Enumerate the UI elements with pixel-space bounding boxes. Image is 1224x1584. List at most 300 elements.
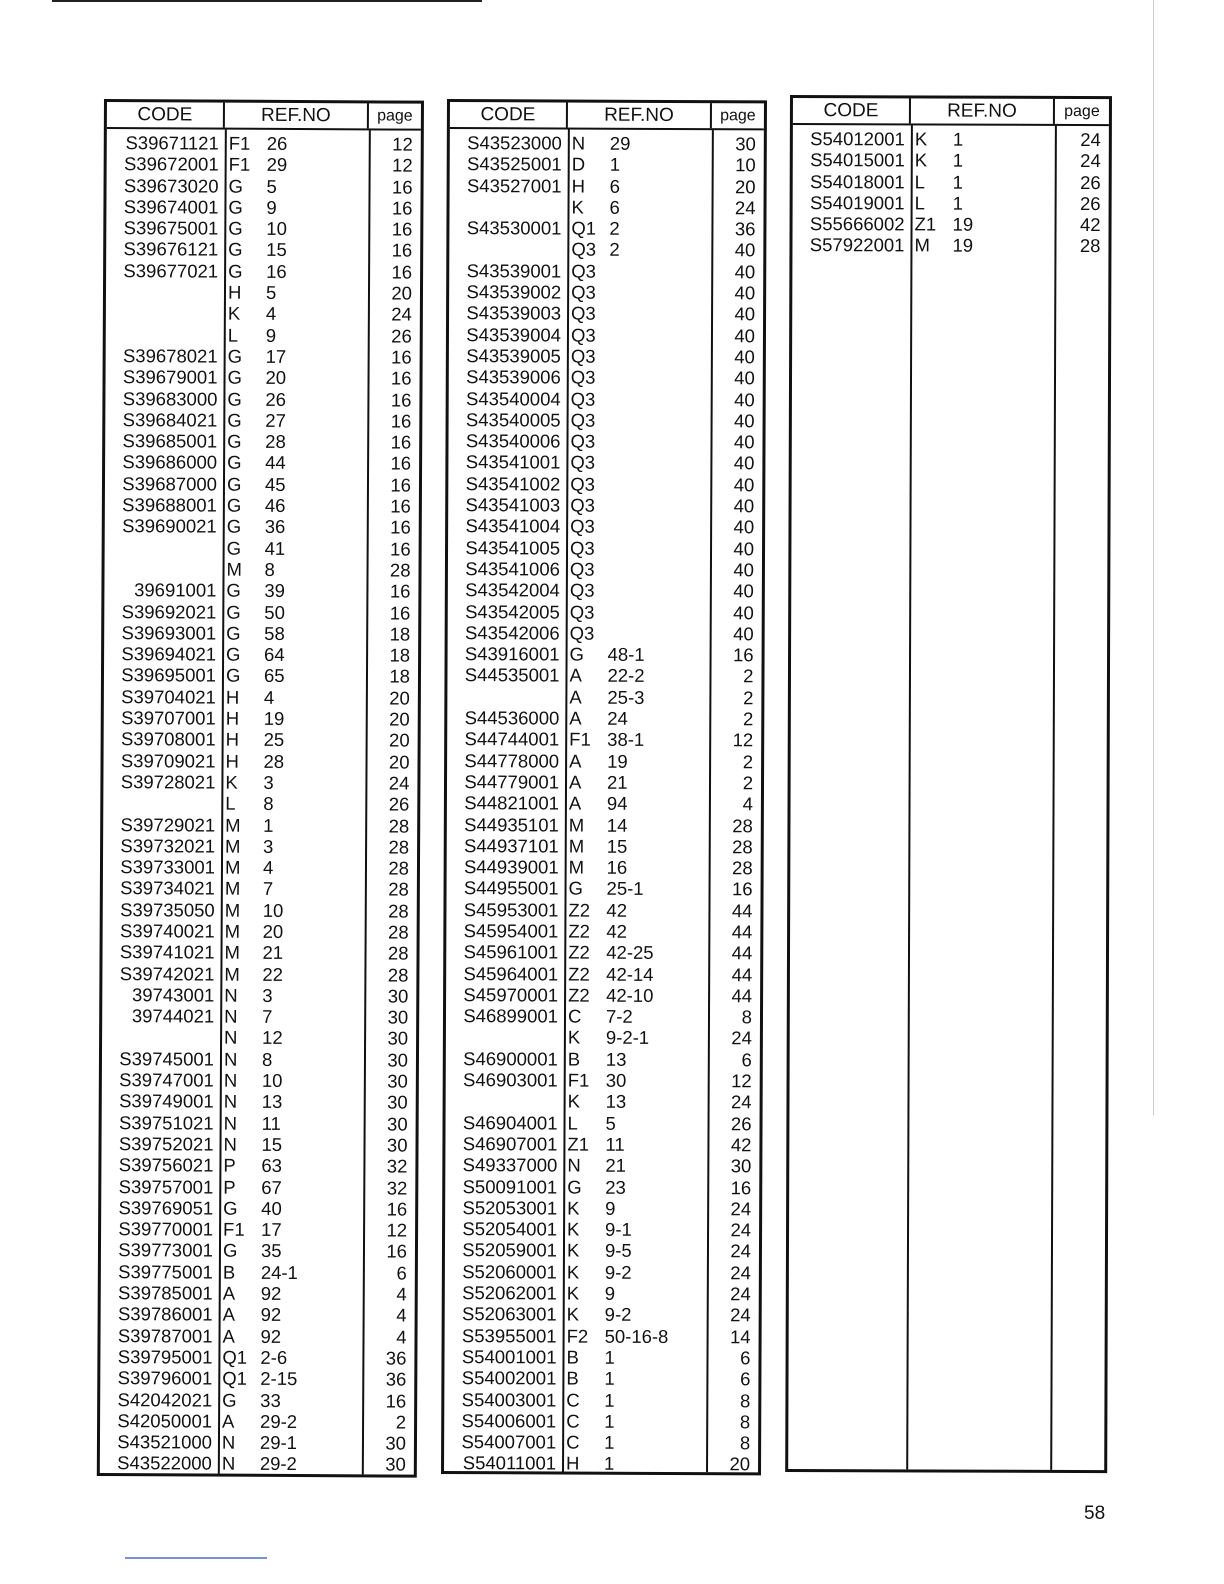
page-cell: 40 [733, 431, 755, 453]
ref-number-cell [604, 623, 710, 645]
ref-number-cell: 13 [605, 1091, 627, 1113]
table-row [444, 1410, 758, 1433]
page-cell: 40 [733, 495, 755, 517]
table-header [107, 102, 421, 131]
ref-number-cell: 4 [265, 303, 277, 325]
code-cell: S39757001 [118, 1175, 214, 1198]
code-cell: S39684021 [122, 408, 218, 431]
code-cell: S39742021 [119, 962, 215, 985]
code-cell: S43521000 [117, 1431, 213, 1453]
ref-number-cell [605, 303, 711, 325]
page-cell: 36 [385, 1368, 407, 1390]
table-row [103, 792, 417, 815]
code-cell: S43542005 [465, 600, 560, 623]
table-row [449, 409, 763, 432]
code-cell: S43530001 [466, 217, 562, 239]
section-cell: G [226, 515, 242, 538]
page-cell: 2 [743, 665, 754, 687]
page-cell: 42 [1079, 214, 1101, 236]
table-row [448, 558, 762, 581]
table-row [101, 1239, 415, 1262]
page-cell: 2 [743, 687, 754, 709]
code-cell: S46904001 [462, 1111, 558, 1134]
ref-number-cell: 92 [260, 1304, 282, 1326]
table-row [102, 1069, 416, 1092]
section-cell: Q3 [571, 239, 597, 261]
table-row [101, 1303, 415, 1326]
code-cell: S43525001 [467, 153, 562, 175]
table-row [448, 622, 762, 645]
table-row [104, 558, 418, 581]
section-cell: Q3 [570, 388, 596, 410]
page-number: 58 [1084, 1503, 1106, 1524]
table-row [100, 1367, 414, 1390]
section-cell: G [228, 217, 243, 239]
page-cell: 16 [386, 1240, 408, 1263]
page-cell: 20 [729, 1453, 751, 1475]
page-cell: 16 [389, 580, 411, 602]
table-row [104, 643, 418, 666]
ref-number-cell: 1 [604, 1410, 615, 1432]
page-cell: 44 [731, 942, 753, 964]
page-cell: 24 [734, 197, 756, 219]
ref-number-cell: 8 [261, 1048, 273, 1070]
page-cell: 24 [1080, 129, 1101, 151]
table-row [447, 814, 761, 837]
page-cell: 40 [734, 346, 755, 368]
section-cell: A [568, 771, 582, 793]
code-cell: S44536000 [464, 707, 560, 729]
section-cell: Q3 [569, 601, 595, 623]
code-cell: S39692021 [121, 600, 217, 623]
ref-number-cell: 26 [266, 132, 288, 154]
table-row [103, 899, 417, 922]
page-cell: 40 [733, 623, 754, 645]
page-cell: 14 [729, 1325, 751, 1347]
ref-number-cell: 8 [264, 558, 275, 580]
table-row [793, 192, 1109, 214]
section-cell: Q1 [222, 1367, 248, 1389]
page-cell: 12 [392, 154, 413, 176]
ref-number-cell: 42 [606, 899, 628, 921]
ref-number-cell: 24-1 [260, 1261, 298, 1283]
ref-number-cell: 20 [265, 367, 287, 389]
table-row [446, 1048, 760, 1071]
section-cell: Z2 [568, 963, 590, 985]
section-cell: A [569, 750, 582, 772]
section-cell: F1 [567, 1069, 590, 1091]
ref-number-cell: 1 [604, 1367, 615, 1389]
ref-number-cell: 9-2 [604, 1304, 632, 1326]
section-cell: N [223, 1091, 238, 1113]
section-cell: H [225, 707, 240, 729]
table-row [792, 234, 1108, 256]
page-cell: 24 [1080, 150, 1101, 172]
ref-number-cell: 29-2 [259, 1453, 297, 1475]
code-cell: S43539003 [466, 302, 562, 324]
code-cell: S43540005 [465, 408, 561, 431]
page-cell: 16 [385, 1390, 407, 1412]
ref-number-cell: 1 [263, 814, 274, 836]
code-cell: S39673020 [123, 174, 219, 197]
code-cell: S43539004 [466, 323, 562, 346]
page-cell: 40 [734, 367, 755, 389]
page-cell: 30 [735, 133, 756, 155]
table-row [102, 1005, 416, 1028]
code-cell: S54007001 [461, 1431, 557, 1453]
ref-number-cell: 14 [606, 814, 628, 836]
table-row [448, 537, 762, 560]
code-cell: S39678021 [122, 345, 218, 367]
section-cell: Q3 [570, 430, 596, 452]
section-cell: Q3 [570, 473, 596, 495]
section-cell: K [567, 1197, 580, 1219]
page-cell: 32 [386, 1155, 408, 1177]
ref-number-cell: 29 [609, 132, 631, 154]
page-cell: 16 [390, 367, 412, 389]
table-row [793, 128, 1109, 150]
section-cell: G [226, 579, 241, 601]
code-cell: S39693001 [121, 621, 217, 644]
ref-number-cell: 33 [260, 1389, 281, 1411]
ref-number-cell: 42-25 [606, 941, 654, 964]
section-cell: A [569, 686, 582, 708]
table-row [444, 1389, 758, 1412]
page-cell: 40 [733, 580, 754, 602]
section-cell: M [226, 558, 243, 580]
section-cell: F1 [223, 1218, 245, 1240]
table-row [793, 171, 1109, 193]
page-cell: 16 [391, 197, 413, 219]
code-cell: S44935101 [464, 813, 559, 835]
table-row [106, 217, 420, 240]
code-cell: S39685001 [122, 430, 218, 452]
ref-number-cell: 94 [606, 792, 628, 814]
page-cell: 4 [396, 1304, 407, 1326]
page-cell: 24 [731, 1091, 752, 1113]
section-cell: N [224, 1005, 238, 1027]
ref-number-cell: 22-2 [607, 665, 645, 687]
page-cell: 16 [390, 389, 412, 411]
page-cell: 18 [389, 623, 411, 645]
section-cell: G [568, 877, 583, 899]
code-cell [447, 686, 565, 708]
code-cell: S54018001 [810, 170, 905, 192]
page-cell: 40 [733, 452, 755, 474]
code-cell: S46903001 [463, 1069, 558, 1091]
code-cell [449, 196, 567, 218]
table-row [448, 515, 762, 538]
page-cell: 16 [391, 239, 413, 262]
table-row [102, 1112, 416, 1135]
page-cell: 28 [388, 815, 410, 837]
page-cell: 24 [730, 1283, 751, 1305]
code-cell [446, 1026, 564, 1048]
ref-number-cell: 16 [606, 856, 628, 878]
code-cell: S52053001 [462, 1196, 558, 1219]
table-row [104, 728, 418, 751]
page-cell: 36 [734, 218, 756, 240]
table-body [788, 125, 1109, 1470]
table-row [445, 1112, 759, 1135]
section-cell: G [228, 196, 243, 218]
page-cell: 16 [390, 431, 412, 453]
page-cell: 24 [731, 1027, 752, 1049]
code-cell: S52062001 [462, 1282, 557, 1304]
bottom-rule [125, 1557, 267, 1559]
page-cell: 24 [730, 1198, 752, 1220]
header-ref-no: REF.NO [568, 103, 712, 129]
ref-number-cell: 10 [261, 1069, 283, 1092]
code-cell: S52060001 [462, 1260, 557, 1283]
table-row [105, 409, 419, 432]
page-cell: 12 [732, 729, 754, 751]
table-row [100, 1346, 414, 1369]
header-ref-no: REF.NO [225, 103, 369, 129]
code-cell: S39752021 [118, 1133, 214, 1155]
code-cell [104, 558, 222, 580]
section-cell: N [223, 1133, 237, 1155]
scan-edge [1153, 0, 1154, 1115]
page-cell: 16 [390, 410, 412, 432]
page-cell: 28 [388, 836, 410, 858]
ref-number-cell: 35 [260, 1240, 282, 1262]
page-cell: 30 [730, 1155, 752, 1177]
ref-number-cell: 48-1 [607, 643, 645, 665]
code-cell: S39674001 [123, 195, 219, 218]
ref-number-cell: 45 [264, 473, 286, 495]
page-cell: 30 [386, 1134, 408, 1156]
page-cell: 42 [730, 1134, 752, 1156]
section-cell: H [225, 728, 240, 751]
section-cell: A [569, 664, 582, 687]
page-cell: 40 [734, 261, 756, 283]
ref-number-cell: 2 [609, 217, 620, 239]
ref-number-cell: 50 [264, 601, 285, 623]
section-cell: B [566, 1367, 579, 1389]
page-cell: 8 [739, 1432, 751, 1454]
table-row [101, 1176, 415, 1199]
code-cell: S45953001 [463, 898, 559, 921]
code-cell: S39745001 [119, 1047, 215, 1070]
ref-number-cell: 29 [266, 154, 288, 176]
code-cell: S43541005 [465, 536, 561, 559]
section-cell: N [221, 1431, 236, 1453]
page-cell: 30 [387, 1006, 409, 1028]
section-cell: C [566, 1389, 580, 1411]
page-cell: 28 [388, 857, 410, 879]
table-row [445, 1303, 759, 1326]
section-cell: G [227, 366, 242, 388]
section-cell: N [223, 1069, 238, 1091]
ref-number-cell: 39 [264, 580, 286, 602]
table-row [447, 728, 761, 751]
section-cell: N [223, 1112, 238, 1134]
ref-number-cell: 64 [264, 643, 285, 666]
section-cell: Q3 [570, 366, 596, 388]
page-cell: 2 [395, 1411, 407, 1433]
code-cell: S39732021 [120, 834, 216, 857]
page-cell: 10 [735, 154, 756, 176]
table-row [104, 622, 418, 645]
section-cell: G [567, 1176, 582, 1198]
table-row [448, 494, 762, 517]
code-cell: S39707001 [121, 707, 216, 729]
code-cell: S44744001 [464, 728, 560, 750]
code-cell: S43541006 [465, 558, 560, 580]
table-row [449, 302, 763, 325]
section-cell: Z2 [568, 899, 591, 921]
ref-number-cell [604, 495, 710, 517]
code-cell: S57922001 [809, 234, 905, 256]
page-cell: 16 [390, 474, 412, 496]
table-row [103, 814, 417, 837]
table-row [105, 430, 419, 453]
code-cell: S54011001 [462, 1452, 557, 1474]
page-cell: 24 [391, 303, 412, 325]
table-row [445, 1133, 759, 1156]
table-row [445, 1261, 759, 1284]
table-row [103, 835, 417, 858]
table-row [448, 579, 762, 602]
ref-number-cell: 3 [263, 835, 274, 857]
table-row [448, 473, 762, 496]
rows [792, 125, 1108, 257]
ref-number-cell: 44 [265, 452, 286, 474]
page-cell: 40 [733, 537, 755, 559]
section-cell: N [571, 132, 586, 154]
section-cell: M [225, 814, 241, 836]
table-row [449, 196, 763, 219]
section-cell: D [571, 153, 586, 175]
code-cell: S42050001 [117, 1409, 213, 1432]
table-row [793, 213, 1109, 235]
code-cell: S53955001 [461, 1324, 557, 1347]
code-cell: S39796001 [117, 1367, 213, 1389]
table-row [106, 302, 420, 325]
section-cell: G [223, 1197, 238, 1219]
ref-number-cell: 8 [263, 793, 274, 815]
section-cell: G [226, 622, 241, 644]
ref-number-cell: 1 [604, 1346, 615, 1368]
table-row [106, 281, 420, 304]
ref-number-cell: 22 [262, 963, 284, 985]
page-cell: 30 [385, 1432, 407, 1454]
ref-number-cell: 1 [604, 1453, 615, 1475]
code-cell: S39769051 [118, 1196, 214, 1219]
ref-number-cell: 42-10 [606, 984, 654, 1006]
code-cell [103, 792, 221, 814]
code-cell: S43541003 [465, 494, 561, 516]
section-cell: H [225, 750, 239, 772]
section-cell: Q3 [570, 515, 595, 537]
ref-number-cell: 28 [265, 431, 286, 453]
table-row [104, 601, 418, 624]
ref-number-cell: 11 [605, 1133, 625, 1155]
parts-index-table-2 [441, 99, 767, 1475]
table-row [447, 707, 761, 730]
page-cell: 20 [388, 751, 410, 773]
code-cell: S54002001 [461, 1367, 557, 1389]
table-row [107, 132, 421, 155]
ref-number-cell: 1 [952, 192, 963, 214]
code-cell: S50091001 [462, 1175, 558, 1198]
section-cell: H [571, 175, 586, 197]
ref-number-cell: 3 [263, 771, 274, 793]
section-cell: P [223, 1176, 236, 1198]
table-row [445, 1154, 759, 1177]
ref-number-cell: 13 [261, 1091, 283, 1113]
section-cell: G [226, 537, 242, 559]
code-cell: S54012001 [810, 128, 905, 150]
section-cell: Q3 [569, 622, 595, 644]
section-cell: A [222, 1303, 236, 1326]
table-row [444, 1367, 758, 1390]
ref-number-cell [604, 431, 710, 453]
code-cell: S43916001 [464, 643, 560, 665]
table-row [105, 451, 419, 474]
page-cell: 26 [1080, 192, 1101, 214]
column-divider [1050, 126, 1057, 1470]
page-cell: 28 [732, 814, 753, 836]
page-cell: 30 [387, 1091, 408, 1113]
table-row [445, 1239, 759, 1262]
code-cell: S43539001 [466, 259, 562, 282]
page-cell: 26 [388, 793, 410, 815]
ref-number-cell [604, 559, 710, 581]
page-cell: 16 [389, 602, 411, 624]
page-cell: 20 [389, 708, 410, 730]
code-cell: S39686000 [122, 451, 218, 474]
section-cell: M [224, 878, 241, 900]
ref-number-cell: 6 [609, 175, 620, 197]
table-row [446, 1069, 760, 1092]
ref-number-cell: 29-1 [259, 1431, 298, 1454]
table-row [100, 1431, 414, 1454]
parts-index-table-1 [97, 99, 424, 1478]
section-cell: L [227, 324, 239, 346]
page-cell: 36 [385, 1347, 407, 1369]
table-row [105, 515, 419, 538]
ref-number-cell [604, 473, 710, 495]
table-row [446, 920, 760, 943]
code-cell: S45954001 [463, 920, 559, 942]
ref-number-cell [604, 580, 710, 602]
page-cell: 4 [742, 793, 753, 815]
table-row [446, 984, 760, 1007]
table-row [104, 707, 418, 730]
code-cell: S44821001 [464, 792, 559, 814]
page-cell: 24 [388, 772, 410, 794]
table-row [103, 877, 417, 900]
page-cell: 16 [390, 495, 411, 517]
ref-number-cell: 16 [266, 260, 287, 282]
page-cell: 6 [396, 1262, 407, 1284]
code-cell: S43541002 [465, 472, 561, 495]
table-row [103, 920, 417, 943]
section-cell: K [914, 128, 928, 150]
section-cell: L [914, 192, 925, 214]
page-cell: 40 [734, 303, 756, 325]
page-cell: 40 [734, 239, 756, 261]
table-row [449, 217, 763, 240]
code-cell: S39729021 [120, 813, 216, 836]
table-row [448, 601, 762, 624]
ref-number-cell: 10 [262, 899, 284, 921]
code-cell: S39751021 [118, 1111, 214, 1134]
ref-number-cell: 24 [607, 707, 628, 729]
rows [444, 129, 764, 1475]
